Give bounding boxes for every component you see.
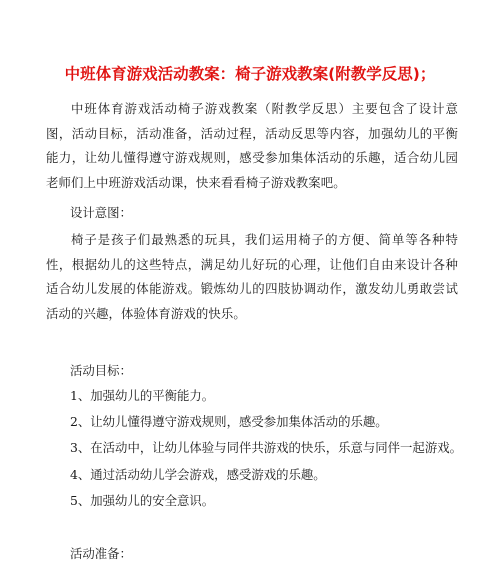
goal-item: 4、通过活动幼儿学会游戏，感受游戏的乐趣。	[70, 467, 326, 482]
goal-item: 5、加强幼儿的安全意识。	[70, 493, 215, 508]
goal-item: 1、加强幼儿的平衡能力。	[70, 388, 215, 403]
goal-item: 3、在活动中，让幼儿体验与同伴共游戏的快乐，乐意与同伴一起游戏。	[70, 440, 462, 455]
document-title: 中班体育游戏活动教案：椅子游戏教案(附教学反思)；	[64, 65, 436, 83]
preparation-heading: 活动准备：	[70, 546, 132, 561]
design-intent-heading: 设计意图：	[70, 205, 132, 220]
goal-item: 2、让幼儿懂得遵守游戏规则，感受参加集体活动的乐趣。	[70, 414, 388, 429]
design-intent-paragraph: 椅子是孩子们最熟悉的玩具，我们运用椅子的方便、简单等各种特性，根据幼儿的这些特点，满足幼儿好玩的心理，让他们自由来设计各种适合幼儿发展的体能游戏。锻炼幼儿的四肢协调动作，激发幼儿勇敢尝试活动的兴趣，体验体育游戏的快乐。	[46, 232, 458, 321]
intro-paragraph: 中班体育游戏活动椅子游戏教案（附教学反思）主要包含了设计意图，活动目标，活动准备，活动过程，活动反思等内容，加强幼儿的平衡能力，让幼儿懂得遵守游戏规则，感受参加集体活动的乐趣，适合幼儿园老师们上中班游戏活动课，快来看看椅子游戏教案吧。	[46, 101, 458, 190]
goals-heading: 活动目标：	[70, 363, 132, 378]
